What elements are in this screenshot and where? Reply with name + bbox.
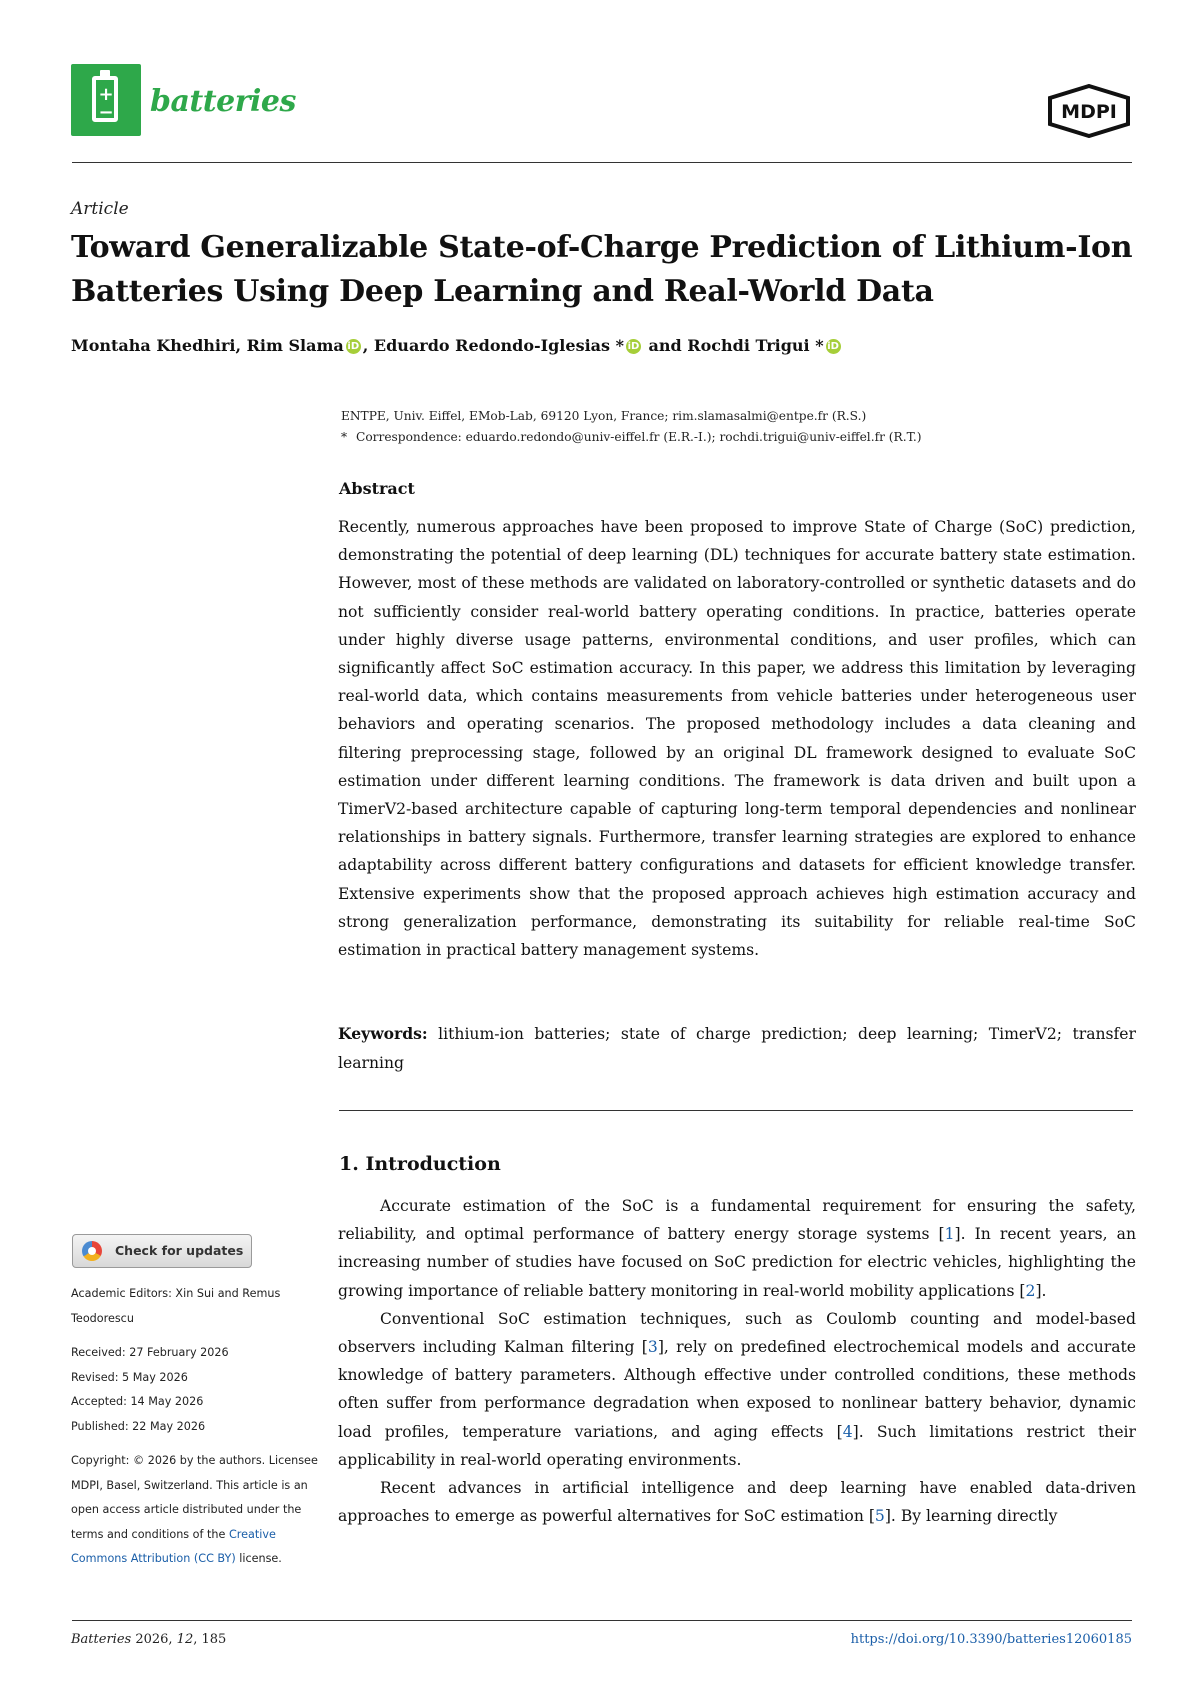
- citation-link[interactable]: 5: [874, 1507, 885, 1526]
- journal-ref-volume: 12: [176, 1632, 194, 1647]
- author-separator: and: [642, 336, 688, 355]
- section-heading-introduction: 1. Introduction: [339, 1153, 501, 1175]
- author-name: Montaha Khedhiri: [71, 336, 236, 355]
- affiliation-line: ENTPE, Univ. Eiffel, EMob-Lab, 69120 Lyon, France; rim.slamasalmi@entpe.fr (R.S.): [341, 409, 867, 423]
- journal-name: batteries: [150, 84, 296, 119]
- citation-link[interactable]: 4: [842, 1422, 853, 1441]
- intro-text: Conventional SoC estimation techniques, such as Coulomb counting and model-based observers including Kalman filtering [: [338, 1309, 1136, 1357]
- author-name: Eduardo Redondo-Iglesias *: [373, 336, 624, 355]
- author-separator: ,: [362, 336, 374, 355]
- introduction-body: [338, 1192, 1136, 1530]
- intro-text: ].: [1035, 1281, 1047, 1300]
- citation-link[interactable]: 3: [647, 1338, 658, 1357]
- academic-editors: Academic Editors: Xin Sui and Remus Teodorescu: [71, 1287, 281, 1325]
- article-type: Article: [71, 199, 129, 219]
- license-link[interactable]: Creative Commons Attribution (CC BY): [71, 1527, 276, 1565]
- check-for-updates-button[interactable]: [72, 1234, 252, 1268]
- journal-ref-page: , 185: [193, 1632, 227, 1647]
- article-info-sidebar: [71, 1282, 321, 1572]
- journal-reference: [71, 1632, 226, 1647]
- abstract-text: Recently, numerous approaches have been proposed to improve State of Charge (SoC) prediction, demonstrating the potential of deep learning (DL) techniques for accurate battery state estimation. However, most of these methods are validated on laboratory-controlled or synthetic datasets and do not sufficiently consider real-world battery operating conditions. In practice, batteries operate under highly diverse usage patterns, environmental conditions, and user profiles, which can significantly affect SoC estimation accuracy. In this paper, we address this limitation by leveraging real-world data, which contains measurements from vehicle batteries under heterogeneous user behaviors and operating scenarios. The proposed methodology includes a data cleaning and filtering preprocessing stage, followed by an original DL framework designed to evaluate SoC estimation under different learning conditions. The framework is data driven and built upon a TimerV2-based architecture capable of capturing long-term temporal dependencies and nonlinear relationships in battery signals. Furthermore, transfer learning strategies are explored to enhance adaptability across different battery configurations and datasets for efficient knowledge transfer. Extensive experiments show that the proposed approach achieves high estimation accuracy and strong generalization performance, demonstrating its suitability for reliable real-time SoC estimation in practical battery management systems.: [338, 518, 1136, 960]
- doi-link[interactable]: https://doi.org/10.3390/batteries12060185: [850, 1632, 1132, 1647]
- check-for-updates-label: Check for updates: [115, 1243, 244, 1258]
- date-revised: Revised: 5 May 2026: [71, 1370, 188, 1384]
- author-name: Rim Slama: [246, 336, 344, 355]
- orcid-icon[interactable]: iD: [827, 341, 839, 352]
- keywords: [338, 1019, 1136, 1078]
- article-title: Toward Generalizable State-of-Charge Prediction of Lithium-Ion Batteries Using Deep Learning and Real-World Data: [71, 230, 1133, 309]
- journal-logo: + −: [71, 64, 141, 136]
- copyright-text: Copyright: © 2026 by the authors. Licensee MDPI, Basel, Switzerland. This article is an open access article distributed under the terms and conditions of the: [71, 1454, 318, 1541]
- intro-text: ], rely on predefined electrochemical models and accurate knowledge of battery parameters. Although effective under controlled conditions, these methods often suffer from performance degradation when exposed to nonlinear battery behavior, dynamic load profiles, temperature variations, and aging effects [: [338, 1338, 1136, 1441]
- header-divider: [72, 162, 1132, 163]
- footer-divider: [72, 1620, 1132, 1621]
- journal-ref-year: 2026,: [131, 1632, 177, 1647]
- intro-paragraph: [338, 1192, 1136, 1305]
- intro-text: Accurate estimation of the SoC is a fundamental requirement for ensuring the safety, reliability, and optimal performance of battery energy storage systems [: [338, 1197, 1136, 1244]
- mdpi-wordmark: MDPI: [1061, 101, 1117, 123]
- correspondence-line: [341, 427, 922, 448]
- orcid-icon[interactable]: iD: [627, 341, 640, 352]
- author-list: [71, 336, 843, 355]
- intro-text: ]. In recent years, an increasing number of studies have focused on SoC prediction for electric vehicles, highlighting the growing importance of reliable battery monitoring in real-world mobility applications [: [338, 1225, 1136, 1300]
- affiliations: [341, 406, 922, 448]
- citation-link[interactable]: 1: [944, 1225, 955, 1244]
- intro-paragraph: [338, 1474, 1136, 1530]
- citation-link[interactable]: 2: [1025, 1281, 1036, 1300]
- section-divider: [339, 1110, 1133, 1111]
- date-received: Received: 27 February 2026: [71, 1346, 229, 1359]
- updates-icon: [82, 1241, 102, 1261]
- mdpi-logo: [1046, 84, 1132, 138]
- author-name: Rochdi Trigui *: [687, 336, 824, 355]
- orcid-icon[interactable]: iD: [347, 341, 360, 352]
- correspondence-star: *: [341, 430, 348, 444]
- abstract-heading: Abstract: [339, 479, 415, 498]
- author-separator: ,: [235, 336, 247, 355]
- intro-text: ]. By learning directly: [884, 1507, 1058, 1526]
- keywords-list: lithium-ion batteries; state of charge prediction; deep learning; TimerV2; transfer learning: [338, 1025, 1136, 1072]
- journal-ref-name: Batteries: [71, 1632, 132, 1647]
- license-suffix: license.: [235, 1552, 282, 1565]
- date-accepted: Accepted: 14 May 2026: [71, 1395, 204, 1408]
- intro-text: ]. Such limitations restrict their applicability in real-world operating environments.: [338, 1422, 1136, 1469]
- copyright-notice: [71, 1449, 321, 1572]
- correspondence-text: Correspondence: eduardo.redondo@univ-eiffel.fr (E.R.-I.); rochdi.trigui@univ-eiffel.fr (R.T.): [356, 430, 922, 444]
- intro-paragraph: [338, 1305, 1136, 1474]
- publication-dates: [71, 1341, 321, 1439]
- keywords-label: Keywords:: [338, 1024, 428, 1043]
- date-published: Published: 22 May 2026: [71, 1419, 206, 1433]
- intro-text: Recent advances in artificial intelligence and deep learning have enabled data-driven approaches to emerge as powerful alternatives for SoC estimation [: [338, 1479, 1136, 1526]
